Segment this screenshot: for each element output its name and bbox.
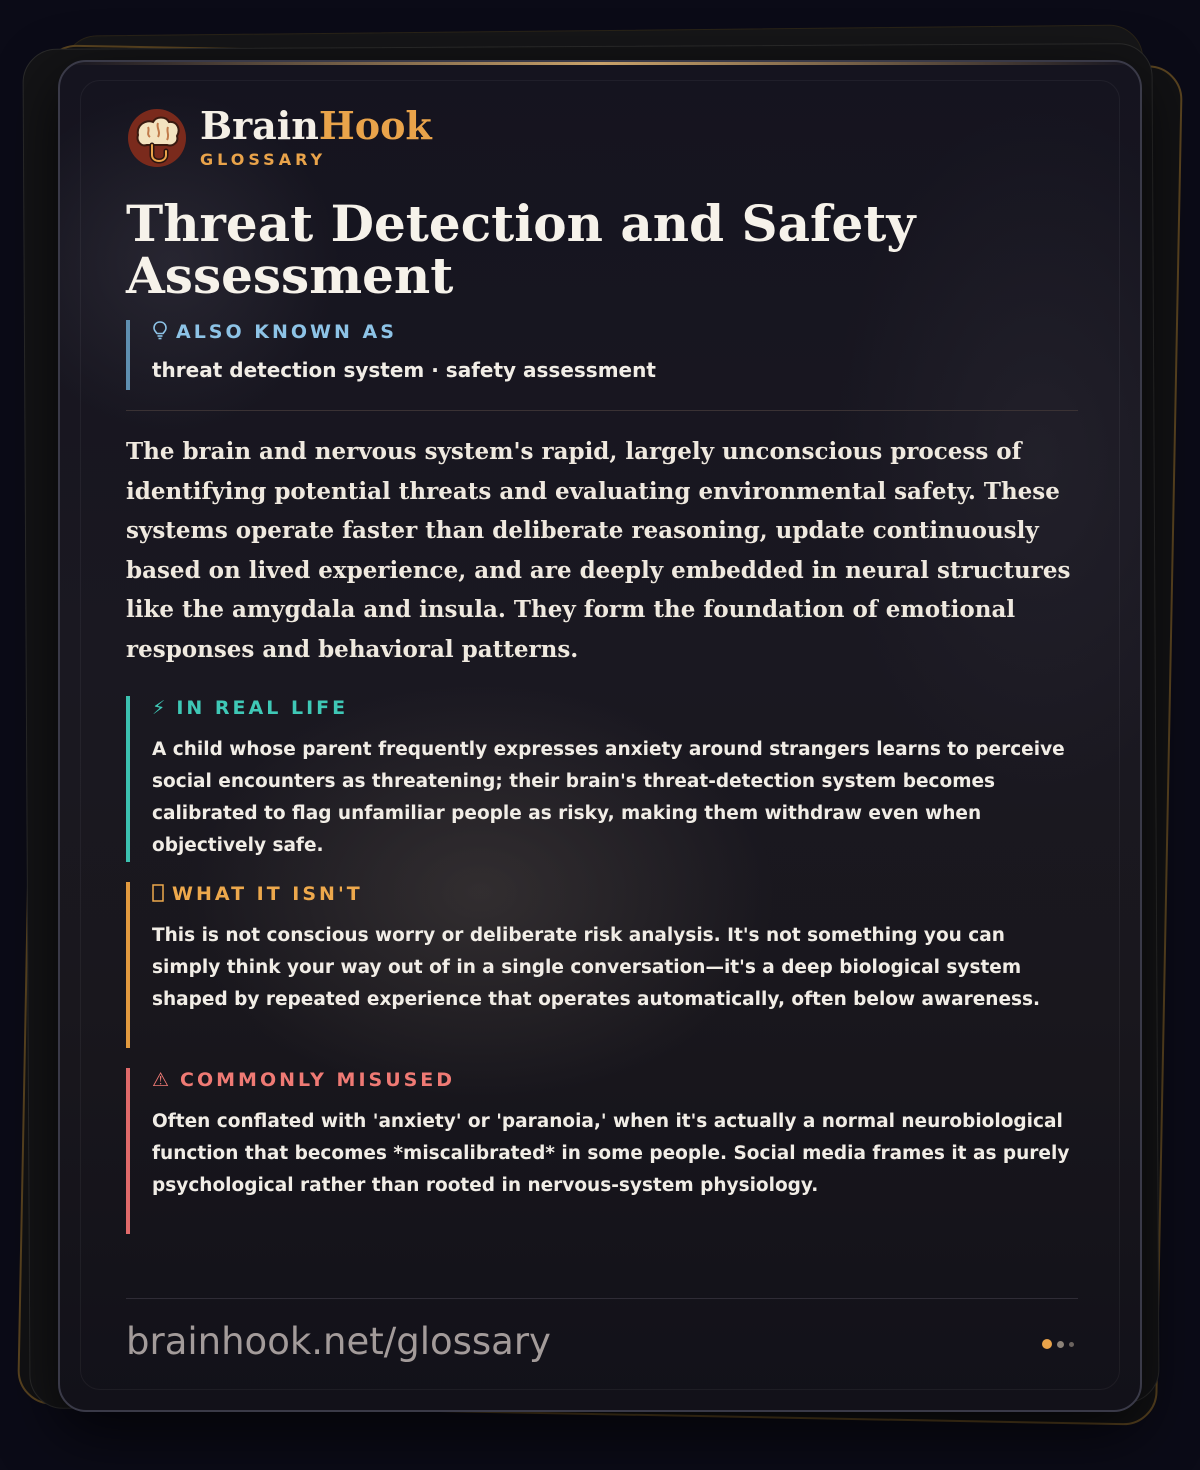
glossary-card — [58, 60, 1142, 1412]
brand-name-part1: Brain — [200, 103, 319, 148]
commonly-misused-label-text: COMMONLY MISUSED — [180, 1069, 456, 1091]
in-real-life-label-text: IN REAL LIFE — [176, 697, 349, 719]
also-known-as-section — [126, 320, 1026, 390]
brand-name-part2: Hook — [318, 103, 432, 148]
commonly-misused-section — [126, 1068, 1078, 1234]
what-it-isnt-label — [152, 882, 1078, 906]
divider — [126, 410, 1078, 411]
in-real-life-text: A child whose parent frequently expresses anxiety around strangers learns to perceive social encounters as threatening; their brain's threat-detection system becomes calibrated to flag unfamiliar people as risky, making them withdraw even when objectively safe. — [152, 739, 1065, 856]
also-known-as-label-text: ALSO KNOWN AS — [176, 321, 397, 343]
brand-header — [126, 103, 432, 169]
lightning-icon: ⚡ — [152, 697, 169, 719]
brand-name — [200, 103, 432, 148]
definition-text: The brain and nervous system's rapid, largely unconscious process of identifying potential threats and evaluating environmental safety. These systems operate faster than deliberate reasoning, update continuously based on lived experience, and are deeply embedded in neural structures like the amygdala and insula. They form the foundation of emotional responses and behavioral patterns. — [126, 438, 1071, 663]
page-dot-active — [1042, 1339, 1052, 1349]
brand-subtitle: GLOSSARY — [200, 150, 327, 169]
divider — [126, 1298, 1078, 1299]
lightbulb-icon — [152, 320, 168, 344]
also-known-as-values: threat detection system · safety assessment — [152, 358, 656, 382]
brain-hook-logo-icon — [126, 107, 188, 169]
what-it-isnt-label-text: WHAT IT ISN'T — [172, 883, 363, 905]
in-real-life-label — [152, 696, 1078, 720]
missing-glyph-icon — [152, 882, 164, 906]
in-real-life-section — [126, 696, 1078, 862]
page-dot — [1057, 1341, 1064, 1348]
also-known-as-label — [152, 320, 1026, 344]
commonly-misused-text: Often conflated with 'anxiety' or 'paranoia,' when it's actually a normal neurobiological function that becomes *miscalibrated* in some people. Social media frames it as purely psychological rather than rooted in nervous-system physiology. — [152, 1111, 1070, 1196]
what-it-isnt-text: This is not conscious worry or deliberate risk analysis. It's not something you can simply think your way out of in a single conversation—it's a deep biological system shaped by repeated experience that operates automatically, often below awareness. — [152, 925, 1041, 1010]
footer-url: brainhook.net/glossary — [126, 1320, 551, 1363]
term-title: Threat Detection and Safety Assessment — [126, 194, 916, 305]
pagination-dots — [1037, 1339, 1074, 1349]
warning-icon: ⚠ — [152, 1069, 173, 1091]
commonly-misused-label — [152, 1068, 1078, 1092]
what-it-isnt-section — [126, 882, 1078, 1048]
page-dot — [1069, 1342, 1074, 1347]
